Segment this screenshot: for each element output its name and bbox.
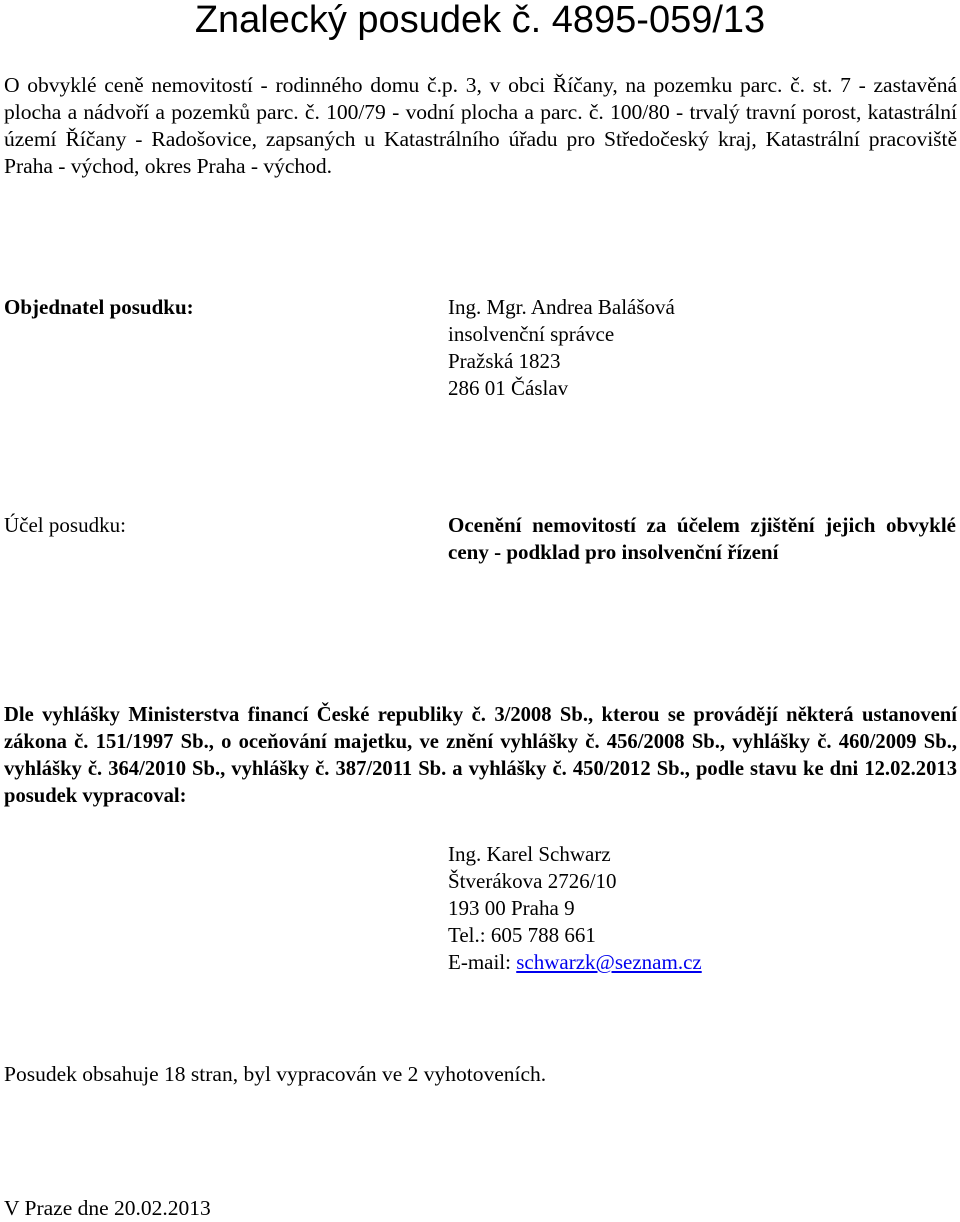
author-city: 193 00 Praha 9: [448, 896, 575, 920]
author-block: [448, 841, 702, 976]
place-date: V Praze dne 20.02.2013: [4, 1196, 211, 1220]
client-city: 286 01 Čáslav: [448, 376, 569, 400]
author-name: Ing. Karel Schwarz: [448, 842, 611, 866]
document-intro: O obvyklé ceně nemovitostí - rodinného domu č.p. 3, v obci Říčany, na pozemku parc. č. st. 7 - zastavěná plocha a nádvoří a pozemků parc. č. 100/79 - vodní plocha a parc. č. 100/80 - trvalý travní porost, katastrální území Říčany - Radošovice, zapsaných u Katastrálního úřadu pro Středočeský kraj, Katastrální pracoviště Praha - východ, okres Praha - východ.: [4, 73, 957, 178]
client-street: Pražská 1823: [448, 349, 561, 373]
author-email-line: [448, 949, 702, 976]
purpose-label: Účel posudku:: [4, 513, 126, 537]
author-email-link[interactable]: schwarzk@seznam.cz: [516, 950, 702, 974]
client-role: insolvenční správce: [448, 322, 615, 346]
author-email-label: E-mail:: [448, 950, 517, 974]
client-address-block: [448, 294, 675, 402]
author-phone: Tel.: 605 788 661: [448, 923, 596, 947]
client-name: Ing. Mgr. Andrea Balášová: [448, 295, 675, 319]
document-title: Znalecký posudek č. 4895-059/13: [194, 0, 766, 41]
pages-note: Posudek obsahuje 18 stran, byl vypracován ve 2 vyhotoveních.: [4, 1062, 547, 1086]
client-label: Objednatel posudku:: [4, 295, 194, 319]
author-street: Štverákova 2726/10: [448, 869, 617, 893]
decree-text: Dle vyhlášky Ministerstva financí České republiky č. 3/2008 Sb., kterou se provádějí některá ustanovení zákona č. 151/1997 Sb., o oceňování majetku, ve znění vyhlášky č. 456/2008 Sb., vyhlášky č. 460/2009 Sb., vyhlášky č. 364/2010 Sb., vyhlášky č. 387/2011 Sb. a vyhlášky č. 450/2012 Sb., podle stavu ke dni 12.02.2013 posudek vypracoval:: [4, 704, 957, 807]
purpose-text: Ocenění nemovitostí za účelem zjištění jejich obvyklé ceny - podklad pro insolvenční řízení: [448, 513, 956, 564]
